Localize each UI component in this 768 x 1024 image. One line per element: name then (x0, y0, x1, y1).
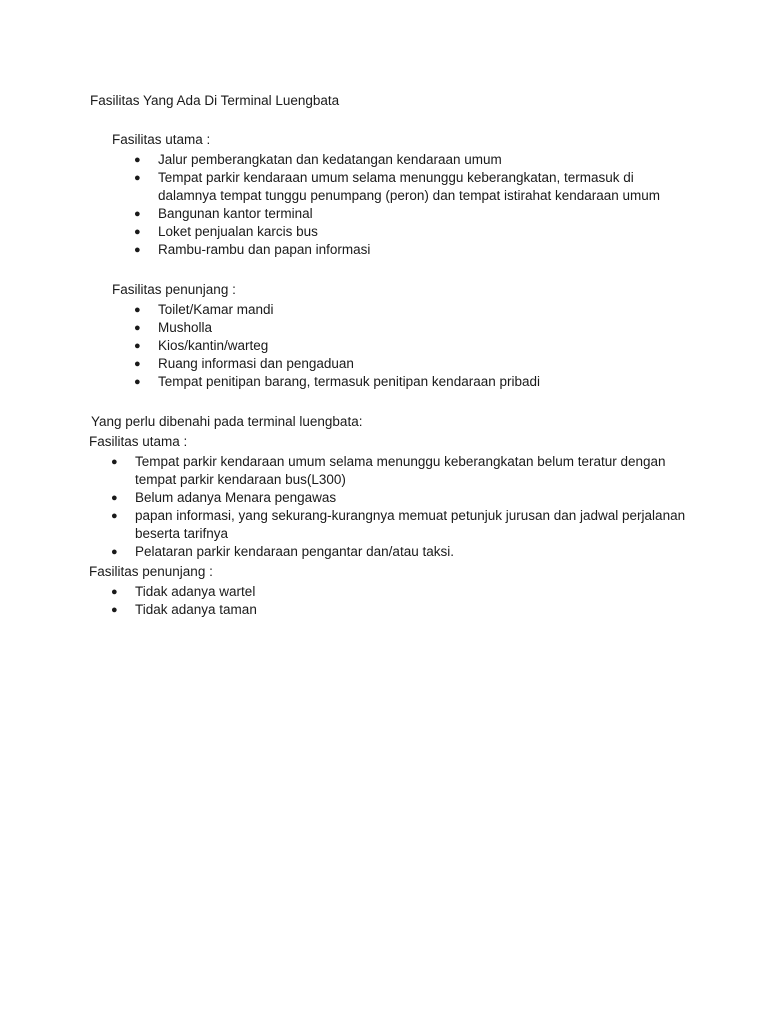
list-item-text: Jalur pemberangkatan dan kedatangan kendaraan umum (158, 152, 502, 167)
list-item (111, 507, 725, 543)
bullet-icon: ● (134, 340, 141, 352)
list-item-text: Kios/kantin/warteg (158, 338, 269, 353)
list-item (111, 601, 691, 619)
list-fasilitas-utama (134, 151, 674, 259)
list-item-text: Musholla (158, 320, 213, 335)
list-item-text: Tempat penitipan barang, termasuk penitipan kendaraan pribadi (158, 374, 541, 389)
list-item-text: Pelataran parkir kendaraan pengantar dan/atau taksi. (135, 544, 454, 559)
list-item-text: Rambu-rambu dan papan informasi (158, 242, 371, 257)
list-item (134, 355, 674, 373)
improvements-utama-heading: Fasilitas utama : (89, 434, 188, 449)
list-item-text: Tempat parkir kendaraan umum selama menunggu keberangkatan belum teratur dengan tempat parkir kendaraan bus(L300) (135, 454, 666, 487)
bullet-icon: ● (111, 510, 118, 522)
bullet-icon: ● (134, 322, 141, 334)
list-item-text: papan informasi, yang sekurang-kurangnya memuat petunjuk jurusan dan jadwal perjalanan beserta tarifnya (135, 508, 686, 541)
bullet-icon: ● (134, 244, 141, 256)
list-item (134, 373, 674, 391)
bullet-icon: ● (134, 358, 141, 370)
list-item (134, 319, 674, 337)
bullet-icon: ● (111, 604, 118, 616)
list-item-text: Loket penjualan karcis bus (158, 224, 318, 239)
section-heading-fasilitas-penunjang: Fasilitas penunjang : (112, 282, 236, 297)
document-title: Fasilitas Yang Ada Di Terminal Luengbata (90, 93, 340, 108)
bullet-icon: ● (111, 546, 118, 558)
list-item (134, 223, 674, 241)
list-item-text: Belum adanya Menara pengawas (135, 490, 337, 505)
list-item-text: Tidak adanya wartel (135, 584, 256, 599)
bullet-icon: ● (111, 492, 118, 504)
list-item (134, 205, 674, 223)
bullet-icon: ● (134, 154, 141, 166)
bullet-icon: ● (134, 172, 141, 184)
list-item (134, 151, 674, 169)
list-item-text: Toilet/Kamar mandi (158, 302, 274, 317)
bullet-icon: ● (111, 586, 118, 598)
list-item (134, 301, 674, 319)
list-improvements-penunjang (111, 583, 691, 619)
bullet-icon: ● (111, 456, 118, 468)
list-item (111, 453, 700, 489)
bullet-icon: ● (134, 208, 141, 220)
list-item (134, 169, 668, 205)
list-item (134, 337, 674, 355)
list-item-text: Tidak adanya taman (135, 602, 257, 617)
list-item-text: Tempat parkir kendaraan umum selama menunggu keberangkatan, termasuk di dalamnya tempat tunggu penumpang (peron) dan tempat istirahat kendaraan umum (158, 170, 661, 203)
list-fasilitas-penunjang (134, 301, 674, 391)
list-item-text: Ruang informasi dan pengaduan (158, 356, 354, 371)
section-heading-fasilitas-utama: Fasilitas utama : (112, 132, 211, 147)
list-item-text: Bangunan kantor terminal (158, 206, 313, 221)
bullet-icon: ● (134, 226, 141, 238)
bullet-icon: ● (134, 304, 141, 316)
bullet-icon: ● (134, 376, 141, 388)
list-item (111, 583, 691, 601)
list-item (111, 489, 691, 507)
list-improvements-utama (111, 453, 691, 561)
improvements-heading: Yang perlu dibenahi pada terminal luengbata: (91, 414, 363, 429)
improvements-penunjang-heading: Fasilitas penunjang : (89, 564, 213, 579)
list-item (134, 241, 674, 259)
list-item (111, 543, 691, 561)
